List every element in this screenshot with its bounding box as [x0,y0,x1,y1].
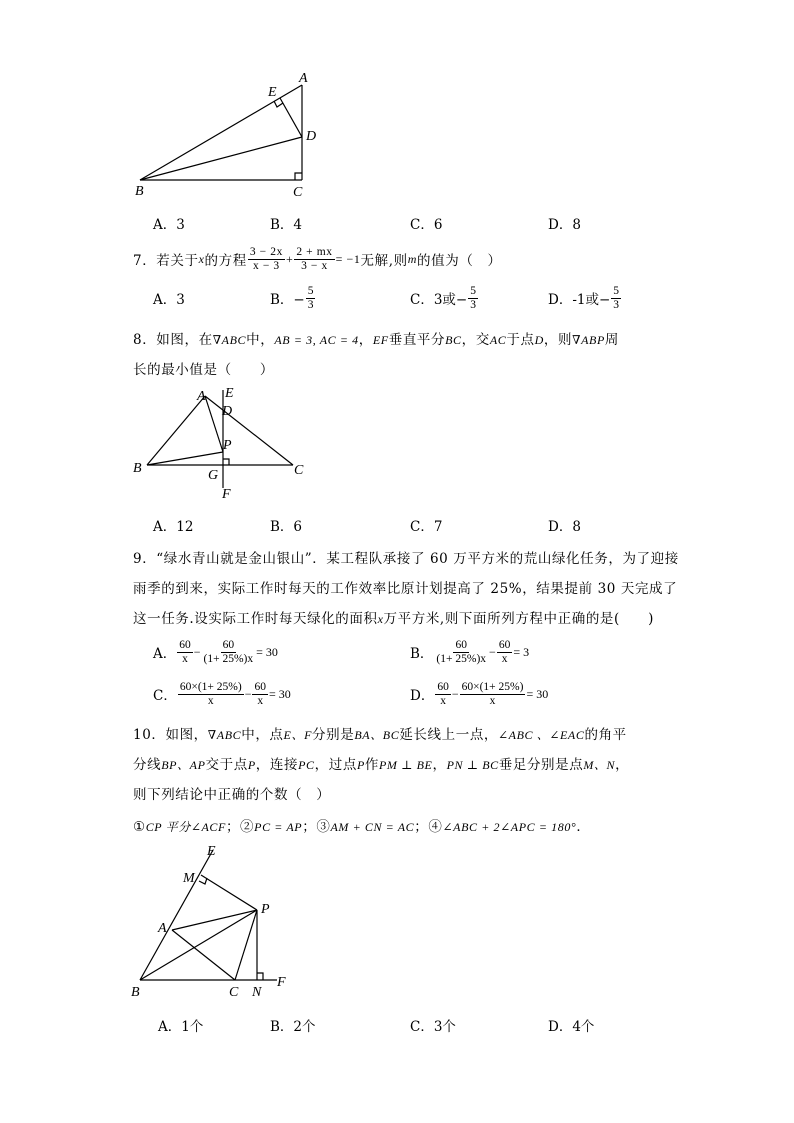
q7-option-a: A．3 [153,292,185,308]
question-9-stem-line1: 9．“绿水青山就是金山银山”．某工程队承接了 60 万平方米的荒山绿化任务，为了迎接 [133,551,679,567]
q7-option-d: D．-1或− $\frac{5}{3}$ [548,284,620,311]
question-8-stem-line1: 8．如图，在∇ABC中，AB = 3, AC = 4，EF垂直平分BC，交AC于点D，则∇ABP周 [133,332,619,348]
label-E: E [225,386,234,401]
label-C: C [294,463,304,478]
label-A: A [158,921,167,936]
label-N: N [252,985,262,1000]
q6-option-d: D．8 [548,217,581,233]
q7-option-c: C．3或− $\frac{5}{3}$ [410,284,476,311]
label-E: E [268,85,277,100]
q8-option-a: A．12 [153,519,194,535]
q8-option-c: C．7 [410,519,443,535]
figure-angle-bisectors [125,840,305,1005]
q9-option-c: C． $\frac{60\times(1+ 25\%)}{x}$ − $\frac{60}{x}$ = 30 [153,680,291,707]
q8-option-b: B．6 [270,519,303,535]
q6-option-b: B．4 [270,217,303,233]
q10-option-d: D．4个 [548,1019,595,1035]
question-10-stem-line1: 10．如图，∇ABC中，点E、F分别是BA、BC延长线上一点，∠ABC 、∠EAC的角平 [133,727,627,743]
q9-option-d: D． $\frac{60}{x}$ − $\frac{60\times(1+ 25\%)}{x}$ = 30 [410,680,549,707]
question-10-stem-line3: 则下列结论中正确的个数（ ） [133,787,331,803]
label-B: B [133,461,142,476]
q10-option-b: B．2个 [270,1019,316,1035]
label-M: M [183,871,195,886]
label-C: C [229,985,239,1000]
label-D: D [306,129,317,144]
question-7-stem: 7．若关于 x 的方程 $\frac{3 - 2x}{x - 3}$ + $\frac{2 + mx}{3 - x}$ = −1 无解,则 m 的值为（ ） [133,245,502,272]
label-P: P [261,902,270,917]
q9-option-a: A． $\frac{60}{x}$ − $\frac{60}{(1+ 25\%)x}$ = 30 [153,638,278,665]
label-P: P [223,438,232,453]
question-9-stem-line2: 雨季的到来，实际工作时每天的工作效率比原计划提高了 25%，结果提前 30 天完成了 [133,581,678,597]
q7-option-b: B．− $\frac{5}{3}$ [270,284,314,311]
label-A: A [299,71,308,86]
question-8-stem-line2: 长的最小值是（ ） [133,362,274,378]
label-F: F [222,487,231,502]
label-C: C [293,185,303,200]
figure-triangle-abc-2 [125,382,325,502]
label-A: A [197,389,206,404]
label-D: D [222,404,233,419]
q6-option-a: A．3 [153,217,185,233]
q10-option-c: C．3个 [410,1019,456,1035]
question-9-stem-line3: 这一任务.设实际工作时每天绿化的面积x万平方米,则下面所列方程中正确的是( ) [133,611,654,627]
q6-option-c: C．6 [410,217,443,233]
q8-option-d: D．8 [548,519,581,535]
question-10-conclusions: ①CP 平分∠ACF；②PC = AP；③AM + CN = AC；④∠ABC + 2∠APC = 180°． [133,819,591,835]
figure-triangle-abc-1 [130,65,330,200]
q10-option-a: A．1个 [158,1019,204,1035]
label-B: B [131,985,140,1000]
label-G: G [208,468,219,483]
label-F: F [277,975,286,990]
q9-option-b: B． $\frac{60}{(1+ 25\%)x}$ − $\frac{60}{x}$ = 3 [410,638,530,665]
label-B: B [135,184,144,199]
question-10-stem-line2: 分线BP、AP交于点P，连接PC，过点P作PM ⊥ BE，PN ⊥ BC垂足分别是点M、N， [133,757,630,773]
label-E: E [207,844,216,859]
